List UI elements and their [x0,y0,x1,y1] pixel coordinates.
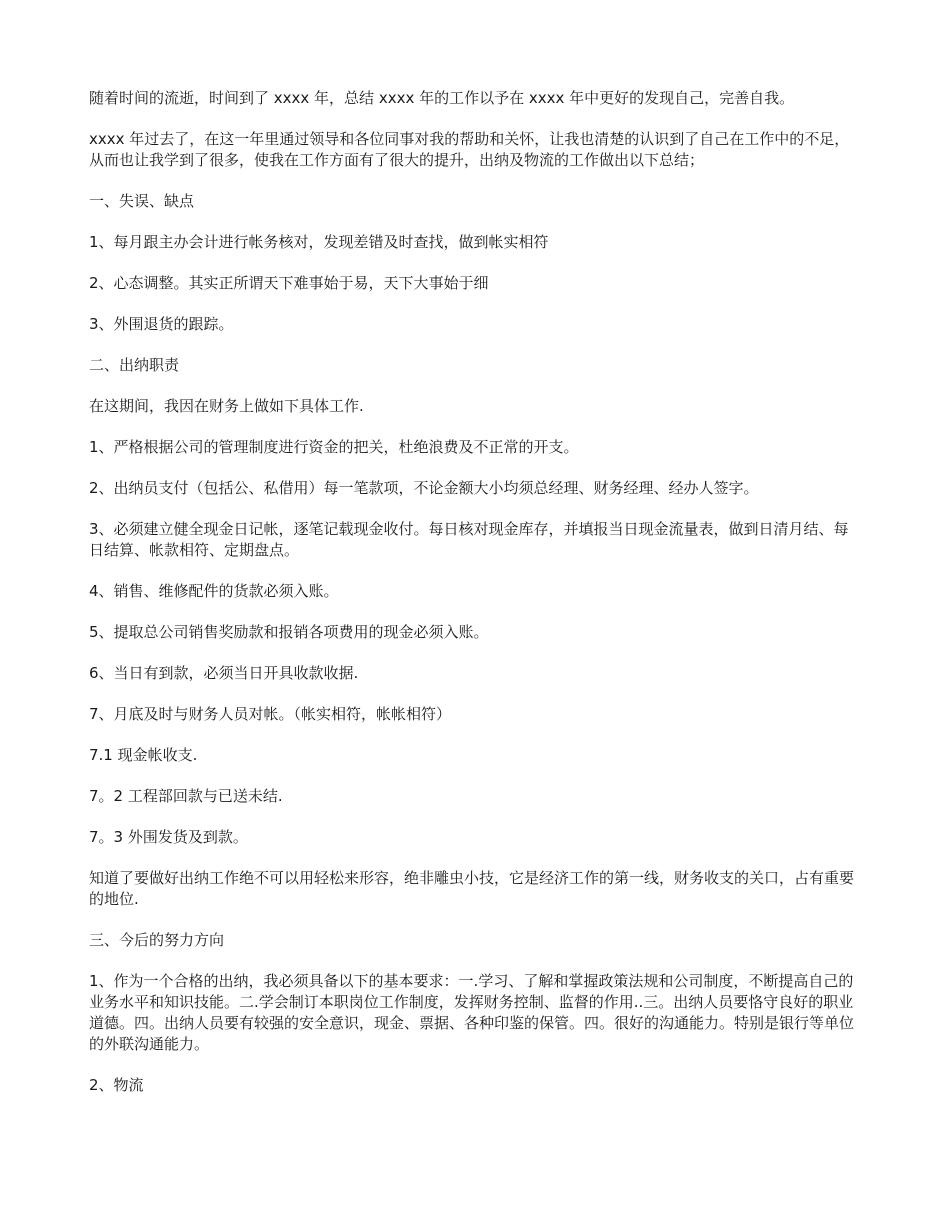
list-item: 4、销售、维修配件的货款必须入账。 [89,582,339,600]
list-item: 6、当日有到款，必须当日开具收款收据. [89,664,359,682]
sub-list-item: 7。2 工程部回款与已送未结. [89,787,283,805]
list-item: 3、外围退货的跟踪。 [89,315,234,333]
intro-paragraph: 随着时间的流逝，时间到了 xxxx 年，总结 xxxx 年的工作以予在 xxxx 年中更好的发现自己，完善自我。 [89,89,795,107]
list-item: 2、物流 [89,1076,144,1094]
list-item: 5、提取总公司销售奖励款和报销各项费用的现金必须入账。 [89,623,489,641]
list-item: 1、每月跟主办会计进行帐务核对，发现差错及时查找，做到帐实相符 [89,233,549,251]
conclusion-paragraph: 知道了要做好出纳工作绝不可以用轻松来形容，绝非雕虫小技，它是经济工作的第一线，财务收支的关口，占有重要的地位. [89,869,855,908]
list-item: 1、作为一个合格的出纳，我必须具备以下的基本要求：一.学习、了解和掌握政策法规和公司制度，不断提高自己的业务水平和知识技能。二.学会制订本职岗位工作制度，发挥财务控制、监督的作用..三。出纳人员要恪守良好的职业道德。四。出纳人员要有较强的安全意识，现金、票据、各种印鉴的保管。四。很好的沟通能力。特别是银行等单位的外联沟通能力。 [89,972,855,1053]
section-heading-mistakes: 一、失误、缺点 [89,192,195,210]
list-item: 7、月底及时与财务人员对帐。（帐实相符，帐帐相符） [89,705,452,723]
summary-paragraph: xxxx 年过去了，在这一年里通过领导和各位同事对我的帮助和关怀，让我也清楚的认识到了自己在工作中的不足，从而也让我学到了很多，使我在工作方面有了很大的提升，出纳及物流的工作做出以下总结； [89,130,850,169]
section-heading-duties: 二、出纳职责 [89,356,180,374]
sub-list-item: 7.1 现金帐收支. [89,746,198,764]
list-item: 1、严格根据公司的管理制度进行资金的把关，杜绝浪费及不正常的开支。 [89,438,579,456]
list-item: 2、出纳员支付（包括公、私借用）每一笔款项，不论金额大小均须总经理、财务经理、经办人签字。 [89,479,759,497]
list-item: 3、必须建立健全现金日记帐，逐笔记载现金收付。每日核对现金库存，并填报当日现金流量表，做到日清月结、每日结算、帐款相符、定期盘点。 [89,520,849,559]
section-heading-direction: 三、今后的努力方向 [89,931,225,949]
list-item: 2、心态调整。其实正所谓天下难事始于易，天下大事始于细 [89,274,489,292]
document-body [89,88,861,1116]
duties-intro-paragraph: 在这期间，我因在财务上做如下具体工作. [89,397,364,415]
sub-list-item: 7。3 外围发货及到款。 [89,828,248,846]
